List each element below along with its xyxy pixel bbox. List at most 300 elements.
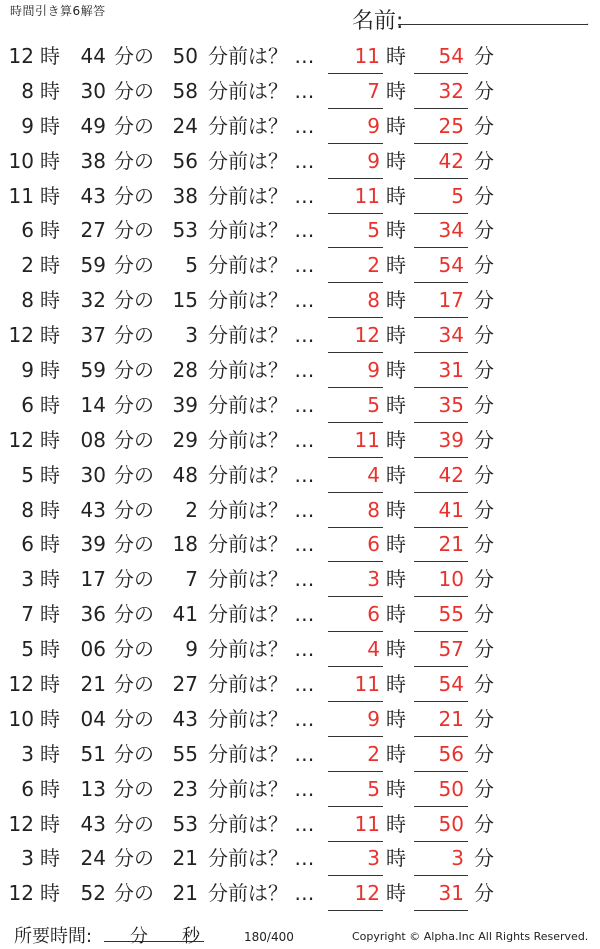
answer-minute-underline	[414, 841, 468, 842]
question-label: 分前は？ …	[208, 113, 315, 138]
minutes-before: 43	[172, 706, 198, 731]
problem-row	[0, 214, 600, 249]
problem-row	[0, 842, 600, 877]
problem-row	[0, 598, 600, 633]
minute-of-label: 分の	[114, 567, 154, 592]
answer-hour: 11	[354, 811, 380, 836]
problem-row	[0, 528, 600, 563]
question-label: 分前は？ …	[208, 253, 315, 278]
question-label: 分前は？ …	[208, 532, 315, 557]
answer-hour-underline	[328, 282, 383, 283]
answer-minute-underline	[414, 910, 468, 911]
answer-minute-underline	[414, 561, 468, 562]
answer-hour: 9	[367, 358, 380, 383]
answer-minute: 21	[438, 706, 464, 731]
answer-hour-underline	[328, 631, 383, 632]
question-label: 分前は？ …	[208, 846, 315, 871]
answer-minute-unit: 分	[474, 672, 494, 697]
problem-row	[0, 877, 600, 912]
answer-hour-unit: 時	[386, 392, 406, 417]
start-hour: 12	[8, 323, 34, 348]
answer-minute-underline	[414, 213, 468, 214]
question-label: 分前は？ …	[208, 78, 315, 103]
problem-list	[0, 40, 600, 912]
minute-of-label: 分の	[114, 148, 154, 173]
problem-row	[0, 494, 600, 529]
answer-hour: 5	[367, 392, 380, 417]
answer-hour: 6	[367, 532, 380, 557]
answer-minute-underline	[414, 387, 468, 388]
start-hour: 3	[21, 846, 34, 871]
hour-unit: 時	[40, 776, 60, 801]
answer-hour-underline	[328, 352, 383, 353]
answer-minute-underline	[414, 875, 468, 876]
answer-hour: 6	[367, 602, 380, 627]
start-minute: 43	[80, 183, 106, 208]
answer-minute: 50	[438, 811, 464, 836]
answer-minute: 17	[438, 288, 464, 313]
problem-row	[0, 668, 600, 703]
answer-hour-underline	[328, 317, 383, 318]
hour-unit: 時	[40, 567, 60, 592]
start-hour: 8	[21, 497, 34, 522]
minutes-before: 39	[172, 392, 198, 417]
start-minute: 08	[80, 427, 106, 452]
answer-minute-unit: 分	[474, 602, 494, 627]
answer-hour-unit: 時	[386, 741, 406, 766]
answer-hour: 5	[367, 776, 380, 801]
minute-of-label: 分の	[114, 602, 154, 627]
start-minute: 30	[80, 462, 106, 487]
problem-row	[0, 389, 600, 424]
minutes-before: 23	[172, 776, 198, 801]
answer-minute: 42	[438, 462, 464, 487]
answer-minute-underline	[414, 352, 468, 353]
question-label: 分前は？ …	[208, 672, 315, 697]
start-minute: 39	[80, 532, 106, 557]
hour-unit: 時	[40, 637, 60, 662]
minutes-before: 58	[172, 78, 198, 103]
answer-minute: 31	[438, 881, 464, 906]
time-required-seconds-unit: 秒	[182, 926, 200, 947]
start-hour: 10	[8, 148, 34, 173]
start-minute: 43	[80, 497, 106, 522]
answer-hour: 11	[354, 183, 380, 208]
hour-unit: 時	[40, 358, 60, 383]
answer-minute: 5	[451, 183, 464, 208]
answer-minute-underline	[414, 527, 468, 528]
start-hour: 2	[21, 253, 34, 278]
name-label: 名前:	[352, 9, 404, 34]
hour-unit: 時	[40, 78, 60, 103]
answer-hour-underline	[328, 841, 383, 842]
start-hour: 9	[21, 113, 34, 138]
hour-unit: 時	[40, 392, 60, 417]
answer-minute-unit: 分	[474, 881, 494, 906]
answer-hour-unit: 時	[386, 672, 406, 697]
hour-unit: 時	[40, 288, 60, 313]
answer-hour-underline	[328, 666, 383, 667]
answer-minute-unit: 分	[474, 811, 494, 836]
question-label: 分前は？ …	[208, 427, 315, 452]
minute-of-label: 分の	[114, 288, 154, 313]
start-minute: 36	[80, 602, 106, 627]
start-hour: 9	[21, 358, 34, 383]
minute-of-label: 分の	[114, 532, 154, 557]
answer-hour-underline	[328, 492, 383, 493]
start-hour: 8	[21, 288, 34, 313]
minutes-before: 41	[172, 602, 198, 627]
answer-minute-underline	[414, 73, 468, 74]
answer-minute-unit: 分	[474, 78, 494, 103]
answer-hour-unit: 時	[386, 218, 406, 243]
start-hour: 6	[21, 776, 34, 801]
answer-hour-underline	[328, 806, 383, 807]
hour-unit: 時	[40, 846, 60, 871]
start-minute: 52	[80, 881, 106, 906]
answer-hour-unit: 時	[386, 427, 406, 452]
minute-of-label: 分の	[114, 811, 154, 836]
copyright: Copyright © Alpha.Inc All Rights Reserved.	[352, 930, 589, 943]
answer-minute: 54	[438, 253, 464, 278]
answer-hour: 9	[367, 113, 380, 138]
minutes-before: 2	[185, 497, 198, 522]
answer-hour-underline	[328, 457, 383, 458]
answer-hour-underline	[328, 596, 383, 597]
minutes-before: 48	[172, 462, 198, 487]
question-label: 分前は？ …	[208, 741, 315, 766]
minutes-before: 56	[172, 148, 198, 173]
start-hour: 6	[21, 532, 34, 557]
answer-minute: 39	[438, 427, 464, 452]
minute-of-label: 分の	[114, 706, 154, 731]
problem-row	[0, 563, 600, 598]
problem-row	[0, 180, 600, 215]
time-required-label: 所要時間:	[14, 926, 93, 947]
question-label: 分前は？ …	[208, 44, 315, 68]
problem-row	[0, 633, 600, 668]
problem-row	[0, 40, 600, 75]
problem-row	[0, 703, 600, 738]
answer-hour: 2	[367, 253, 380, 278]
answer-minute: 10	[438, 567, 464, 592]
start-minute: 24	[80, 846, 106, 871]
problem-row	[0, 75, 600, 110]
answer-minute: 34	[438, 323, 464, 348]
answer-minute-unit: 分	[474, 323, 494, 348]
minute-of-label: 分の	[114, 846, 154, 871]
start-minute: 17	[80, 567, 106, 592]
question-label: 分前は？ …	[208, 567, 315, 592]
answer-minute-unit: 分	[474, 253, 494, 278]
minutes-before: 21	[172, 881, 198, 906]
answer-hour: 11	[354, 44, 380, 68]
answer-minute-unit: 分	[474, 741, 494, 766]
answer-minute-unit: 分	[474, 392, 494, 417]
answer-minute-underline	[414, 701, 468, 702]
answer-hour: 7	[367, 78, 380, 103]
answer-hour-unit: 時	[386, 358, 406, 383]
question-label: 分前は？ …	[208, 358, 315, 383]
minute-of-label: 分の	[114, 497, 154, 522]
start-minute: 38	[80, 148, 106, 173]
start-minute: 04	[80, 706, 106, 731]
answer-minute: 54	[438, 672, 464, 697]
start-hour: 3	[21, 567, 34, 592]
minutes-before: 55	[172, 741, 198, 766]
question-label: 分前は？ …	[208, 706, 315, 731]
problem-row	[0, 738, 600, 773]
minute-of-label: 分の	[114, 392, 154, 417]
start-minute: 27	[80, 218, 106, 243]
minute-of-label: 分の	[114, 44, 154, 68]
answer-minute-underline	[414, 736, 468, 737]
answer-minute-unit: 分	[474, 567, 494, 592]
minutes-before: 24	[172, 113, 198, 138]
minute-of-label: 分の	[114, 323, 154, 348]
answer-hour-underline	[328, 701, 383, 702]
answer-minute-underline	[414, 178, 468, 179]
minute-of-label: 分の	[114, 637, 154, 662]
start-hour: 12	[8, 672, 34, 697]
minutes-before: 27	[172, 672, 198, 697]
minute-of-label: 分の	[114, 78, 154, 103]
hour-unit: 時	[40, 323, 60, 348]
answer-minute-unit: 分	[474, 183, 494, 208]
answer-minute-underline	[414, 806, 468, 807]
answer-hour-underline	[328, 527, 383, 528]
answer-hour-unit: 時	[386, 567, 406, 592]
answer-hour-unit: 時	[386, 44, 406, 68]
answer-hour-underline	[328, 736, 383, 737]
answer-minute-underline	[414, 492, 468, 493]
question-label: 分前は？ …	[208, 148, 315, 173]
answer-hour-unit: 時	[386, 462, 406, 487]
answer-minute: 32	[438, 78, 464, 103]
answer-minute-underline	[414, 596, 468, 597]
answer-hour-unit: 時	[386, 183, 406, 208]
answer-hour-underline	[328, 247, 383, 248]
answer-hour-underline	[328, 213, 383, 214]
start-minute: 32	[80, 288, 106, 313]
hour-unit: 時	[40, 741, 60, 766]
minutes-before: 7	[185, 567, 198, 592]
answer-minute-unit: 分	[474, 846, 494, 871]
start-minute: 37	[80, 323, 106, 348]
question-label: 分前は？ …	[208, 602, 315, 627]
minutes-before: 38	[172, 183, 198, 208]
answer-hour-underline	[328, 875, 383, 876]
minutes-before: 29	[172, 427, 198, 452]
hour-unit: 時	[40, 811, 60, 836]
answer-hour-unit: 時	[386, 113, 406, 138]
answer-minute-unit: 分	[474, 497, 494, 522]
answer-hour-underline	[328, 387, 383, 388]
minute-of-label: 分の	[114, 253, 154, 278]
minute-of-label: 分の	[114, 113, 154, 138]
answer-hour-unit: 時	[386, 288, 406, 313]
minute-of-label: 分の	[114, 672, 154, 697]
answer-hour: 3	[367, 846, 380, 871]
minutes-before: 28	[172, 358, 198, 383]
hour-unit: 時	[40, 44, 60, 68]
start-minute: 13	[80, 776, 106, 801]
answer-hour-unit: 時	[386, 881, 406, 906]
answer-hour-underline	[328, 108, 383, 109]
minutes-before: 15	[172, 288, 198, 313]
hour-unit: 時	[40, 462, 60, 487]
start-hour: 5	[21, 637, 34, 662]
answer-hour: 4	[367, 637, 380, 662]
start-hour: 5	[21, 462, 34, 487]
answer-hour-underline	[328, 910, 383, 911]
question-label: 分前は？ …	[208, 288, 315, 313]
hour-unit: 時	[40, 183, 60, 208]
answer-minute-unit: 分	[474, 288, 494, 313]
start-hour: 12	[8, 427, 34, 452]
answer-minute-unit: 分	[474, 218, 494, 243]
problem-row	[0, 808, 600, 843]
answer-hour: 8	[367, 497, 380, 522]
answer-hour-unit: 時	[386, 846, 406, 871]
hour-unit: 時	[40, 148, 60, 173]
minutes-before: 3	[185, 323, 198, 348]
answer-hour-unit: 時	[386, 497, 406, 522]
answer-hour-unit: 時	[386, 811, 406, 836]
hour-unit: 時	[40, 706, 60, 731]
answer-hour-unit: 時	[386, 776, 406, 801]
start-minute: 30	[80, 78, 106, 103]
question-label: 分前は？ …	[208, 392, 315, 417]
answer-hour-unit: 時	[386, 637, 406, 662]
answer-hour-unit: 時	[386, 706, 406, 731]
problem-row	[0, 459, 600, 494]
answer-hour-underline	[328, 561, 383, 562]
problem-row	[0, 773, 600, 808]
start-minute: 49	[80, 113, 106, 138]
minutes-before: 50	[172, 44, 198, 68]
minute-of-label: 分の	[114, 183, 154, 208]
answer-minute-underline	[414, 771, 468, 772]
answer-hour: 12	[354, 323, 380, 348]
start-minute: 44	[80, 44, 106, 68]
answer-hour-unit: 時	[386, 323, 406, 348]
problem-row	[0, 284, 600, 319]
answer-minute-underline	[414, 282, 468, 283]
answer-minute-unit: 分	[474, 637, 494, 662]
question-label: 分前は？ …	[208, 637, 315, 662]
problem-row	[0, 424, 600, 459]
answer-hour-unit: 時	[386, 532, 406, 557]
answer-minute-unit: 分	[474, 427, 494, 452]
start-hour: 12	[8, 881, 34, 906]
answer-hour: 11	[354, 672, 380, 697]
question-label: 分前は？ …	[208, 323, 315, 348]
time-required-minutes-unit: 分	[130, 926, 148, 947]
answer-minute-unit: 分	[474, 706, 494, 731]
answer-minute: 31	[438, 358, 464, 383]
question-label: 分前は？ …	[208, 497, 315, 522]
start-minute: 21	[80, 672, 106, 697]
minutes-before: 53	[172, 218, 198, 243]
worksheet-title: 時間引き算6解答	[10, 4, 106, 18]
answer-hour-underline	[328, 422, 383, 423]
answer-minute-underline	[414, 247, 468, 248]
answer-minute: 25	[438, 113, 464, 138]
hour-unit: 時	[40, 602, 60, 627]
minute-of-label: 分の	[114, 741, 154, 766]
start-hour: 10	[8, 706, 34, 731]
answer-hour: 2	[367, 741, 380, 766]
answer-minute: 42	[438, 148, 464, 173]
name-dot: .	[586, 17, 590, 28]
minutes-before: 18	[172, 532, 198, 557]
answer-minute: 56	[438, 741, 464, 766]
question-label: 分前は？ …	[208, 881, 315, 906]
answer-hour: 5	[367, 218, 380, 243]
minute-of-label: 分の	[114, 218, 154, 243]
hour-unit: 時	[40, 881, 60, 906]
minute-of-label: 分の	[114, 881, 154, 906]
answer-minute-unit: 分	[474, 532, 494, 557]
answer-hour: 4	[367, 462, 380, 487]
answer-minute: 57	[438, 637, 464, 662]
question-label: 分前は？ …	[208, 462, 315, 487]
answer-minute: 55	[438, 602, 464, 627]
hour-unit: 時	[40, 672, 60, 697]
hour-unit: 時	[40, 497, 60, 522]
name-underline	[398, 24, 588, 25]
start-minute: 59	[80, 253, 106, 278]
answer-minute-unit: 分	[474, 113, 494, 138]
hour-unit: 時	[40, 113, 60, 138]
question-label: 分前は？ …	[208, 811, 315, 836]
problem-row	[0, 319, 600, 354]
answer-hour-unit: 時	[386, 148, 406, 173]
start-minute: 59	[80, 358, 106, 383]
answer-minute: 35	[438, 392, 464, 417]
answer-minute: 3	[451, 846, 464, 871]
answer-minute: 50	[438, 776, 464, 801]
hour-unit: 時	[40, 253, 60, 278]
answer-hour: 9	[367, 148, 380, 173]
answer-minute-unit: 分	[474, 358, 494, 383]
answer-minute-underline	[414, 317, 468, 318]
answer-minute: 34	[438, 218, 464, 243]
problem-row	[0, 145, 600, 180]
answer-hour-unit: 時	[386, 602, 406, 627]
start-hour: 7	[21, 602, 34, 627]
hour-unit: 時	[40, 218, 60, 243]
problem-row	[0, 249, 600, 284]
start-minute: 43	[80, 811, 106, 836]
answer-minute-underline	[414, 108, 468, 109]
minute-of-label: 分の	[114, 358, 154, 383]
minute-of-label: 分の	[114, 427, 154, 452]
start-minute: 51	[80, 741, 106, 766]
answer-minute: 41	[438, 497, 464, 522]
answer-hour-underline	[328, 73, 383, 74]
answer-hour-underline	[328, 771, 383, 772]
answer-hour-underline	[328, 178, 383, 179]
start-hour: 6	[21, 218, 34, 243]
question-label: 分前は？ …	[208, 776, 315, 801]
hour-unit: 時	[40, 532, 60, 557]
answer-hour-unit: 時	[386, 253, 406, 278]
answer-minute-underline	[414, 631, 468, 632]
minute-of-label: 分の	[114, 776, 154, 801]
start-hour: 6	[21, 392, 34, 417]
